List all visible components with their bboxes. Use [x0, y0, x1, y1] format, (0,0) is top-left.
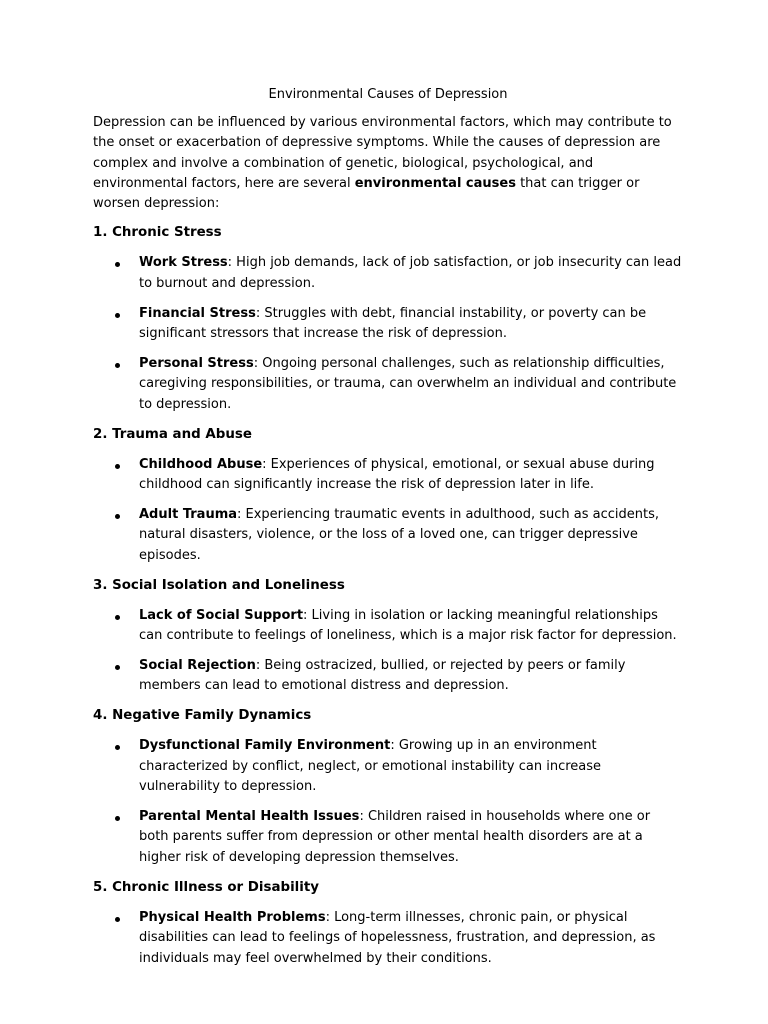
bullet-list — [93, 736, 683, 869]
list-item — [93, 656, 683, 697]
bullet-icon — [115, 363, 120, 368]
item-term: Parental Mental Health Issues — [139, 808, 360, 824]
item-term: Childhood Abuse — [139, 456, 263, 472]
item-text: : Ongoing personal challenges, such as relationship difficulties, caregiving responsibilities, or trauma, can overwhelm an individual and contribute to depression. — [139, 355, 677, 413]
item-text: : Children raised in households where one or both parents suffer from depression or other mental health disorders are at a higher risk of developing depression themselves. — [139, 808, 651, 865]
list-item — [93, 505, 683, 567]
list-item — [93, 304, 683, 345]
section-heading: 3. Social Isolation and Loneliness — [93, 577, 345, 593]
document-title: Environmental Causes of Depression — [268, 87, 508, 102]
bullet-icon — [115, 816, 120, 821]
list-item — [93, 807, 683, 869]
intro-text-start: Depression can be influenced by various environmental factors, which may contribute to the onset or exacerbation of depressive symptoms. While the causes of depression are complex and involve a combination of genetic, biological, psychological, and environmental factors, here are several — [93, 115, 672, 191]
item-text: : Experiences of physical, emotional, or sexual abuse during childhood can significantly increase the risk of depression later in life. — [139, 456, 655, 493]
bullet-icon — [115, 262, 120, 267]
bullet-icon — [115, 514, 120, 519]
bullet-icon — [115, 917, 120, 922]
bullet-icon — [115, 615, 120, 620]
item-term: Personal Stress — [139, 355, 254, 371]
bullet-list — [93, 253, 683, 415]
item-text: : Living in isolation or lacking meaningful relationships can contribute to feelings of loneliness, which is a major risk factor for depression. — [139, 607, 677, 644]
bullet-list — [93, 908, 683, 970]
bullet-icon — [115, 665, 120, 670]
bullet-list — [93, 455, 683, 567]
item-term: Financial Stress — [139, 305, 256, 321]
item-text: : Long-term illnesses, chronic pain, or physical disabilities can lead to feelings of hopelessness, frustration, and depression, as individuals may feel overwhelmed by their conditions. — [139, 909, 656, 966]
list-item — [93, 736, 683, 798]
intro-paragraph — [93, 113, 683, 214]
item-text: : Struggles with debt, financial instability, or poverty can be significant stressors that increase the risk of depression. — [139, 305, 647, 342]
section-chronic-illness — [93, 878, 683, 970]
section-chronic-stress — [93, 223, 683, 415]
section-heading: 5. Chronic Illness or Disability — [93, 879, 319, 895]
intro-bold-phrase: environmental causes — [354, 175, 516, 191]
item-text: : Experiencing traumatic events in adulthood, such as accidents, natural disasters, violence, or the loss of a loved one, can trigger depressive episodes. — [139, 506, 660, 564]
item-text: : Being ostracized, bullied, or rejected by peers or family members can lead to emotional distress and depression. — [139, 657, 626, 694]
list-item — [93, 908, 683, 970]
bullet-list — [93, 606, 683, 697]
item-term: Lack of Social Support — [139, 607, 304, 623]
list-item — [93, 354, 683, 416]
section-family-dynamics — [93, 706, 683, 869]
item-term: Adult Trauma — [139, 506, 238, 522]
item-text: : High job demands, lack of job satisfaction, or job insecurity can lead to burnout and depression. — [139, 255, 682, 292]
bullet-icon — [115, 745, 120, 750]
list-item — [93, 606, 683, 647]
item-term: Social Rejection — [139, 657, 256, 673]
section-trauma-abuse — [93, 425, 683, 567]
list-item — [93, 253, 683, 294]
section-social-isolation — [93, 576, 683, 697]
section-heading: 1. Chronic Stress — [93, 225, 222, 241]
intro-text-end: that can trigger or worsen depression: — [93, 175, 640, 212]
section-heading: 4. Negative Family Dynamics — [93, 707, 312, 723]
item-term: Work Stress — [139, 255, 228, 271]
item-text: : Growing up in an environment characterized by conflict, neglect, or emotional instability can increase vulnerability to depression. — [139, 737, 602, 795]
document-page — [93, 85, 683, 978]
list-item — [93, 455, 683, 496]
section-heading: 2. Trauma and Abuse — [93, 426, 252, 442]
bullet-icon — [115, 464, 120, 469]
bullet-icon — [115, 313, 120, 318]
item-term: Physical Health Problems — [139, 909, 326, 925]
item-term: Dysfunctional Family Environment — [139, 737, 391, 753]
